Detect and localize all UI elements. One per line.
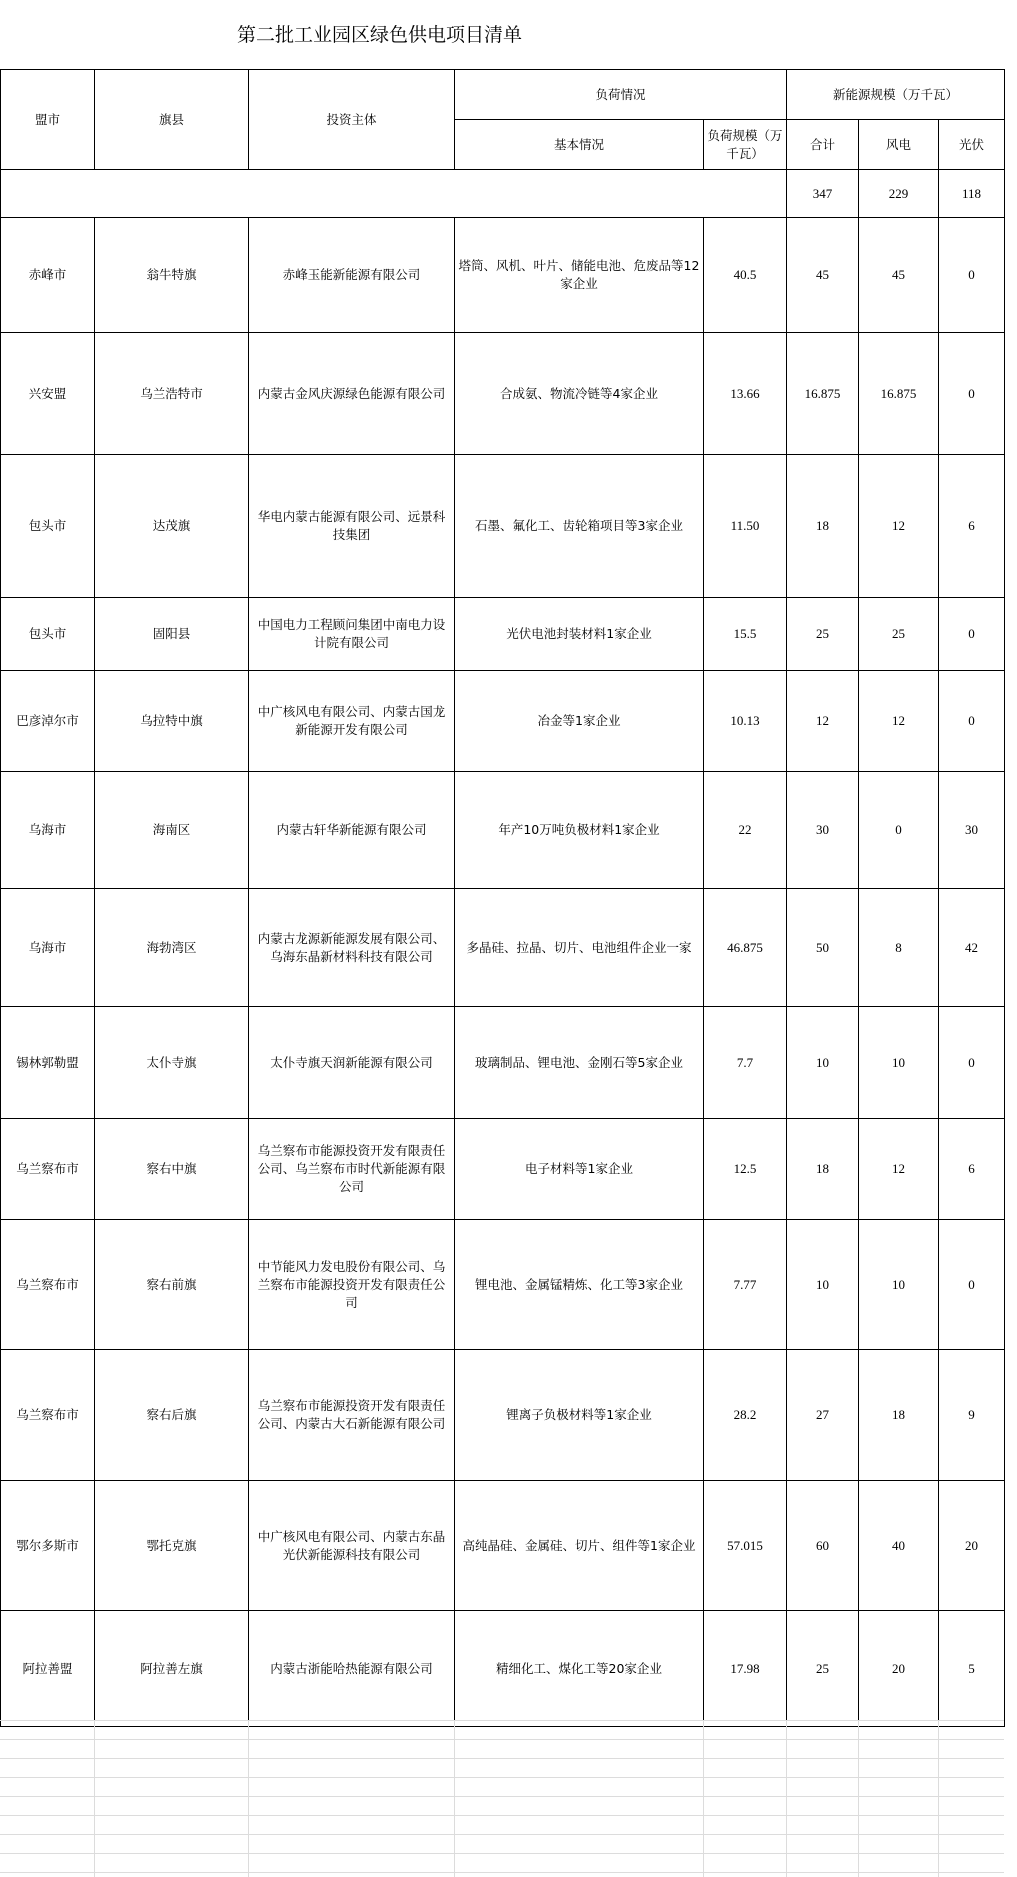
project-table — [0, 69, 1005, 1727]
gridline — [0, 1815, 1004, 1816]
table-row — [1, 1007, 1005, 1119]
cell-total: 50 — [787, 889, 859, 1007]
cell-investor: 内蒙古浙能哈热能源有限公司 — [249, 1611, 455, 1727]
cell-total: 25 — [787, 598, 859, 671]
cell-solar: 0 — [939, 1220, 1005, 1350]
cell-solar: 5 — [939, 1611, 1005, 1727]
cell-basic: 锂离子负极材料等1家企业 — [455, 1350, 704, 1481]
cell-basic: 电子材料等1家企业 — [455, 1119, 704, 1220]
cell-wind: 12 — [859, 671, 939, 772]
cell-investor: 赤峰玉能新能源有限公司 — [249, 218, 455, 333]
table-row — [1, 671, 1005, 772]
cell-basic: 冶金等1家企业 — [455, 671, 704, 772]
cell-league: 赤峰市 — [1, 218, 95, 333]
totals-row — [1, 170, 1005, 218]
cell-league: 锡林郭勒盟 — [1, 1007, 95, 1119]
cell-investor: 内蒙古龙源新能源发展有限公司、乌海东晶新材料科技有限公司 — [249, 889, 455, 1007]
header-investor: 投资主体 — [249, 70, 455, 170]
cell-basic: 精细化工、煤化工等20家企业 — [455, 1611, 704, 1727]
cell-league: 巴彦淖尔市 — [1, 671, 95, 772]
cell-league: 包头市 — [1, 455, 95, 598]
cell-load-scale: 10.13 — [704, 671, 787, 772]
cell-league: 乌兰察布市 — [1, 1220, 95, 1350]
header-wind: 风电 — [859, 120, 939, 170]
table-row — [1, 598, 1005, 671]
cell-county: 海勃湾区 — [95, 889, 249, 1007]
cell-county: 察右前旗 — [95, 1220, 249, 1350]
header-load-group: 负荷情况 — [455, 70, 787, 120]
header-row-1 — [1, 70, 1005, 120]
cell-league: 鄂尔多斯市 — [1, 1481, 95, 1611]
cell-solar: 20 — [939, 1481, 1005, 1611]
gridline — [703, 1720, 704, 1877]
cell-load-scale: 46.875 — [704, 889, 787, 1007]
sheet-title: 第二批工业园区绿色供电项目清单 — [237, 24, 523, 46]
cell-load-scale: 22 — [704, 772, 787, 889]
cell-wind: 16.875 — [859, 333, 939, 455]
cell-county: 乌拉特中旗 — [95, 671, 249, 772]
cell-investor: 乌兰察布市能源投资开发有限责任公司、内蒙古大石新能源有限公司 — [249, 1350, 455, 1481]
cell-investor: 内蒙古轩华新能源有限公司 — [249, 772, 455, 889]
cell-league: 乌海市 — [1, 889, 95, 1007]
header-total: 合计 — [787, 120, 859, 170]
gridline — [858, 1720, 859, 1877]
gridline — [0, 1758, 1004, 1759]
cell-wind: 12 — [859, 455, 939, 598]
cell-total: 18 — [787, 1119, 859, 1220]
cell-wind: 10 — [859, 1007, 939, 1119]
cell-investor: 中广核风电有限公司、内蒙古东晶光伏新能源科技有限公司 — [249, 1481, 455, 1611]
cell-league: 兴安盟 — [1, 333, 95, 455]
header-new-energy-group: 新能源规模（万千瓦） — [787, 70, 1005, 120]
cell-county: 阿拉善左旗 — [95, 1611, 249, 1727]
table-row — [1, 889, 1005, 1007]
cell-investor: 内蒙古金风庆源绿色能源有限公司 — [249, 333, 455, 455]
cell-wind: 40 — [859, 1481, 939, 1611]
cell-basic: 锂电池、金属锰精炼、化工等3家企业 — [455, 1220, 704, 1350]
cell-total: 45 — [787, 218, 859, 333]
cell-load-scale: 7.7 — [704, 1007, 787, 1119]
totals-blank — [1, 170, 787, 218]
cell-wind: 45 — [859, 218, 939, 333]
cell-investor: 中国电力工程顾问集团中南电力设计院有限公司 — [249, 598, 455, 671]
cell-load-scale: 17.98 — [704, 1611, 787, 1727]
gridline — [248, 1720, 249, 1877]
cell-load-scale: 7.77 — [704, 1220, 787, 1350]
cell-total: 60 — [787, 1481, 859, 1611]
gridline — [94, 1720, 95, 1877]
table-row — [1, 1119, 1005, 1220]
cell-county: 察右中旗 — [95, 1119, 249, 1220]
cell-basic: 石墨、氟化工、齿轮箱项目等3家企业 — [455, 455, 704, 598]
cell-solar: 42 — [939, 889, 1005, 1007]
gridline — [0, 1853, 1004, 1854]
table-body — [1, 70, 1005, 1727]
cell-league: 包头市 — [1, 598, 95, 671]
table-row — [1, 1611, 1005, 1727]
cell-county: 乌兰浩特市 — [95, 333, 249, 455]
cell-solar: 0 — [939, 1007, 1005, 1119]
cell-wind: 20 — [859, 1611, 939, 1727]
cell-league: 乌兰察布市 — [1, 1350, 95, 1481]
cell-investor: 中节能风力发电股份有限公司、乌兰察布市能源投资开发有限责任公司 — [249, 1220, 455, 1350]
cell-total: 10 — [787, 1220, 859, 1350]
cell-load-scale: 13.66 — [704, 333, 787, 455]
cell-county: 固阳县 — [95, 598, 249, 671]
gridline — [786, 1720, 787, 1877]
cell-investor: 乌兰察布市能源投资开发有限责任公司、乌兰察布市时代新能源有限公司 — [249, 1119, 455, 1220]
table-row — [1, 772, 1005, 889]
cell-basic: 多晶硅、拉晶、切片、电池组件企业一家 — [455, 889, 704, 1007]
cell-basic: 年产10万吨负极材料1家企业 — [455, 772, 704, 889]
totals-total: 347 — [787, 170, 859, 218]
cell-solar: 0 — [939, 598, 1005, 671]
cell-basic: 高纯晶硅、金属硅、切片、组件等1家企业 — [455, 1481, 704, 1611]
cell-league: 阿拉善盟 — [1, 1611, 95, 1727]
cell-solar: 9 — [939, 1350, 1005, 1481]
cell-investor: 华电内蒙古能源有限公司、远景科技集团 — [249, 455, 455, 598]
gridline — [0, 1777, 1004, 1778]
cell-wind: 10 — [859, 1220, 939, 1350]
cell-total: 16.875 — [787, 333, 859, 455]
gridline — [454, 1720, 455, 1877]
table-row — [1, 218, 1005, 333]
cell-basic: 合成氨、物流冷链等4家企业 — [455, 333, 704, 455]
table-row — [1, 1350, 1005, 1481]
cell-load-scale: 15.5 — [704, 598, 787, 671]
header-basic: 基本情况 — [455, 120, 704, 170]
cell-county: 太仆寺旗 — [95, 1007, 249, 1119]
empty-grid-area — [0, 1720, 1004, 1877]
header-county: 旗县 — [95, 70, 249, 170]
cell-county: 海南区 — [95, 772, 249, 889]
cell-solar: 0 — [939, 333, 1005, 455]
cell-total: 12 — [787, 671, 859, 772]
cell-county: 察右后旗 — [95, 1350, 249, 1481]
cell-load-scale: 57.015 — [704, 1481, 787, 1611]
totals-wind: 229 — [859, 170, 939, 218]
cell-county: 鄂托克旗 — [95, 1481, 249, 1611]
gridline — [0, 1720, 1004, 1721]
header-load-scale: 负荷规模（万千瓦） — [704, 120, 787, 170]
header-solar: 光伏 — [939, 120, 1005, 170]
gridline — [0, 1834, 1004, 1835]
gridline — [0, 1872, 1004, 1873]
cell-load-scale: 28.2 — [704, 1350, 787, 1481]
cell-basic: 光伏电池封装材料1家企业 — [455, 598, 704, 671]
cell-investor: 中广核风电有限公司、内蒙古国龙新能源开发有限公司 — [249, 671, 455, 772]
cell-investor: 太仆寺旗天润新能源有限公司 — [249, 1007, 455, 1119]
cell-load-scale: 11.50 — [704, 455, 787, 598]
cell-county: 达茂旗 — [95, 455, 249, 598]
cell-basic: 玻璃制品、锂电池、金刚石等5家企业 — [455, 1007, 704, 1119]
totals-solar: 118 — [939, 170, 1005, 218]
cell-basic: 塔筒、风机、叶片、储能电池、危废品等12家企业 — [455, 218, 704, 333]
header-league: 盟市 — [1, 70, 95, 170]
cell-league: 乌海市 — [1, 772, 95, 889]
cell-total: 27 — [787, 1350, 859, 1481]
cell-total: 10 — [787, 1007, 859, 1119]
table-row — [1, 455, 1005, 598]
cell-wind: 8 — [859, 889, 939, 1007]
table-row — [1, 1481, 1005, 1611]
cell-wind: 25 — [859, 598, 939, 671]
cell-solar: 6 — [939, 455, 1005, 598]
table-row — [1, 333, 1005, 455]
cell-wind: 18 — [859, 1350, 939, 1481]
cell-total: 25 — [787, 1611, 859, 1727]
gridline — [0, 1796, 1004, 1797]
gridline — [0, 1739, 1004, 1740]
cell-solar: 30 — [939, 772, 1005, 889]
gridline — [938, 1720, 939, 1877]
cell-total: 18 — [787, 455, 859, 598]
cell-solar: 0 — [939, 218, 1005, 333]
table-row — [1, 1220, 1005, 1350]
cell-county: 翁牛特旗 — [95, 218, 249, 333]
cell-total: 30 — [787, 772, 859, 889]
cell-load-scale: 40.5 — [704, 218, 787, 333]
cell-load-scale: 12.5 — [704, 1119, 787, 1220]
cell-solar: 0 — [939, 671, 1005, 772]
cell-solar: 6 — [939, 1119, 1005, 1220]
cell-league: 乌兰察布市 — [1, 1119, 95, 1220]
cell-wind: 0 — [859, 772, 939, 889]
cell-wind: 12 — [859, 1119, 939, 1220]
